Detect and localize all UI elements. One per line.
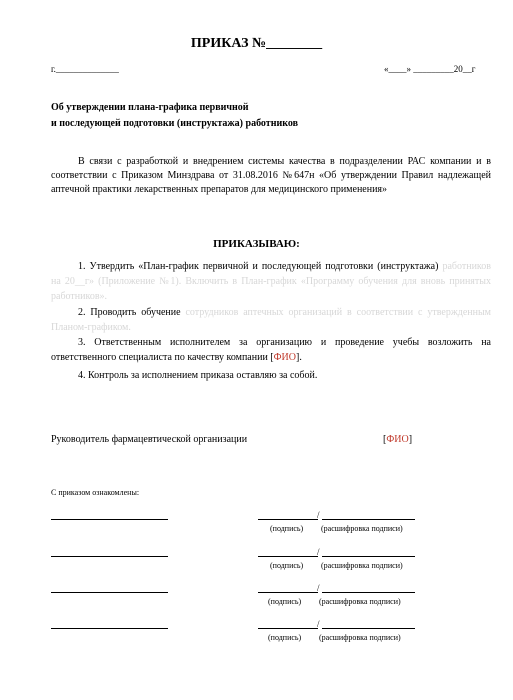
decree-heading: ПРИКАЗЫВАЮ: — [213, 238, 300, 250]
head-fio-name: ФИО — [386, 434, 409, 445]
item-1-faded-text: работников на 20__г» (Приложение №1). Включить в План-график «Программу обучения для вновь принятых работников». — [51, 261, 491, 302]
signature-slash: / — [317, 619, 320, 629]
signature-slash: / — [317, 547, 320, 557]
item-1 — [51, 259, 491, 304]
order-subject — [51, 100, 471, 132]
item-3-fio: ФИО — [273, 352, 296, 363]
employee-name-line — [51, 556, 168, 557]
item-3-end: ]. — [295, 352, 302, 363]
item-4: 4. Контроль за исполнением приказа оставляю за собой. — [78, 370, 318, 381]
signature-hint: (подпись) — [270, 524, 304, 533]
decoding-hint: (расшифровка подписи) — [319, 633, 401, 642]
signature-slash: / — [317, 510, 320, 520]
signature-decoding-line — [322, 556, 415, 557]
acknowledged-label: С приказом ознакомлены: — [51, 488, 140, 497]
signature-hint: (подпись) — [268, 633, 302, 642]
employee-name-line — [51, 628, 168, 629]
signature-line — [258, 556, 318, 557]
date-field: «____» _________20__г — [384, 64, 476, 74]
city-field: г.______________ — [51, 64, 119, 74]
signature-line — [258, 592, 318, 593]
intro-paragraph: В связи с разработкой и внедрением системы качества в подразделении РАС компании и в соответствии с Приказом Минздрава от 31.08.2016 №647н «Об утверждении Правил надлежащей аптечной практики лекарственных препаратов для медицинского применения» — [51, 156, 491, 195]
signature-decoding-line — [322, 519, 415, 520]
subject-line-1: Об утверждении плана-графика первичной — [51, 102, 249, 113]
signature-decoding-line — [322, 592, 415, 593]
signature-hint: (подпись) — [268, 597, 302, 606]
head-label: Руководитель фармацевтической организации — [51, 434, 248, 445]
employee-name-line — [51, 519, 168, 520]
decoding-hint: (расшифровка подписи) — [319, 597, 401, 606]
order-title: ПРИКАЗ №________ — [190, 36, 323, 51]
signature-line — [258, 519, 318, 520]
item-3-text: 3. Ответственным исполнителем за организацию и проведение учебы возложить на ответственного специалиста по качеству компании [ — [51, 337, 491, 363]
signature-slash: / — [317, 583, 320, 593]
head-fio: [ФИО] — [383, 434, 413, 445]
subject-line-2: и последующей подготовки (инструктажа) работников — [51, 118, 299, 129]
signature-line — [258, 628, 318, 629]
employee-name-line — [51, 592, 168, 593]
decoding-hint: (расшифровка подписи) — [321, 524, 403, 533]
signature-decoding-line — [322, 628, 415, 629]
item-2-text: 2. Проводить обучение — [78, 307, 181, 318]
item-2-faded-text: сотрудников аптечных организаций в соответствии с утвержденным Планом-графиком. — [51, 307, 492, 333]
item-3 — [51, 335, 491, 365]
signature-hint: (подпись) — [270, 561, 304, 570]
item-2 — [51, 305, 491, 335]
decoding-hint: (расшифровка подписи) — [321, 561, 403, 570]
item-1-text: 1. Утвердить «План-график первичной и последующей подготовки (инструктажа) — [78, 261, 439, 272]
